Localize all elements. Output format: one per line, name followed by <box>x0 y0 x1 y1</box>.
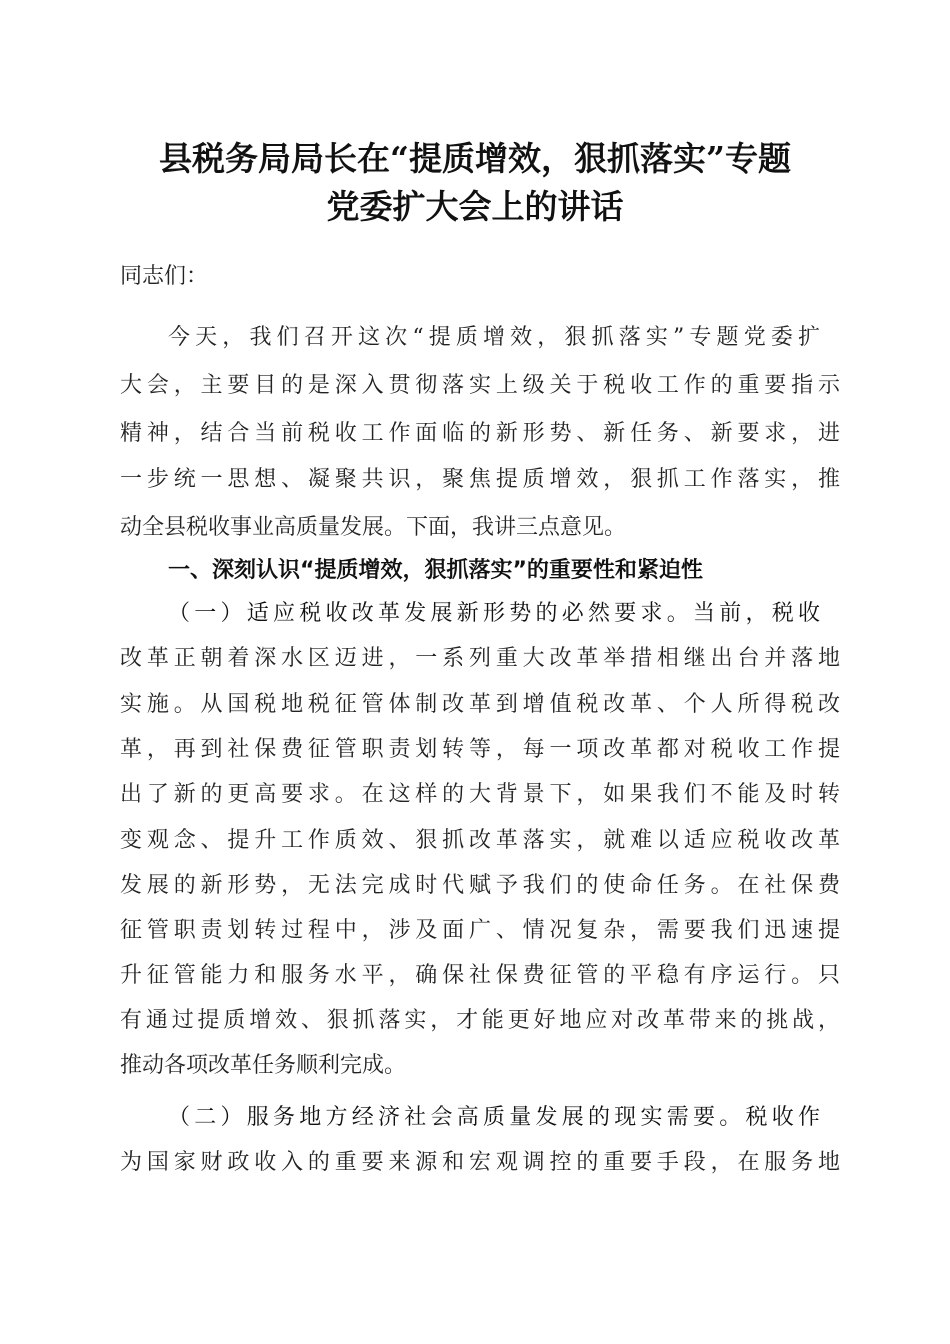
paragraph-line: 变观念、提升工作质效、狠抓改革落实，就难以适应税收改革 <box>120 828 840 853</box>
paragraph-line: 有通过提质增效、狠抓落实，才能更好地应对改革带来的挑战， <box>120 1008 840 1033</box>
paragraph-line: 出了新的更高要求。在这样的大背景下，如果我们不能及时转 <box>120 782 840 807</box>
subsection-line: （二）服务地方经济社会高质量发展的现实需要。税收作 <box>168 1105 820 1130</box>
document-title-line-2: 党委扩大会上的讲话 <box>326 187 624 226</box>
paragraph-line: 一步统一思想、凝聚共识，聚焦提质增效，狠抓工作落实，推 <box>120 467 840 492</box>
paragraph-line: 推动各项改革任务顺利完成。 <box>120 1053 407 1078</box>
paragraph-line: 改革正朝着深水区迈进，一系列重大改革举措相继出台并落地 <box>120 646 840 671</box>
paragraph-line: 征管职责划转过程中，涉及面广、情况复杂，需要我们迅速提 <box>120 918 840 943</box>
paragraph-line: 为国家财政收入的重要来源和宏观调控的重要手段，在服务地 <box>120 1150 840 1175</box>
paragraph-line: 今天，我们召开这次“提质增效，狠抓落实”专题党委扩 <box>168 325 820 350</box>
paragraph-line: 精神，结合当前税收工作面临的新形势、新任务、新要求，进 <box>120 421 840 446</box>
paragraph-line: 升征管能力和服务水平，确保社保费征管的平稳有序运行。只 <box>120 963 840 988</box>
section-heading-1: 一、深刻认识“提质增效，狠抓落实”的重要性和紧迫性 <box>168 558 703 583</box>
paragraph-line: 实施。从国税地税征管体制改革到增值税改革、个人所得税改 <box>120 692 840 717</box>
paragraph-line: 革，再到社保费征管职责划转等，每一项改革都对税收工作提 <box>120 737 840 762</box>
subsection-line: （一）适应税收改革发展新形势的必然要求。当前，税收 <box>168 601 820 626</box>
paragraph-line: 大会，主要目的是深入贯彻落实上级关于税收工作的重要指示 <box>120 373 840 398</box>
document-title-line-1: 县税务局局长在“提质增效，狠抓落实”专题 <box>159 139 791 178</box>
paragraph-line: 动全县税收事业高质量发展。下面，我讲三点意见。 <box>120 515 627 540</box>
paragraph-line: 发展的新形势，无法完成时代赋予我们的使命任务。在社保费 <box>120 873 840 898</box>
salutation: 同志们： <box>120 264 209 289</box>
